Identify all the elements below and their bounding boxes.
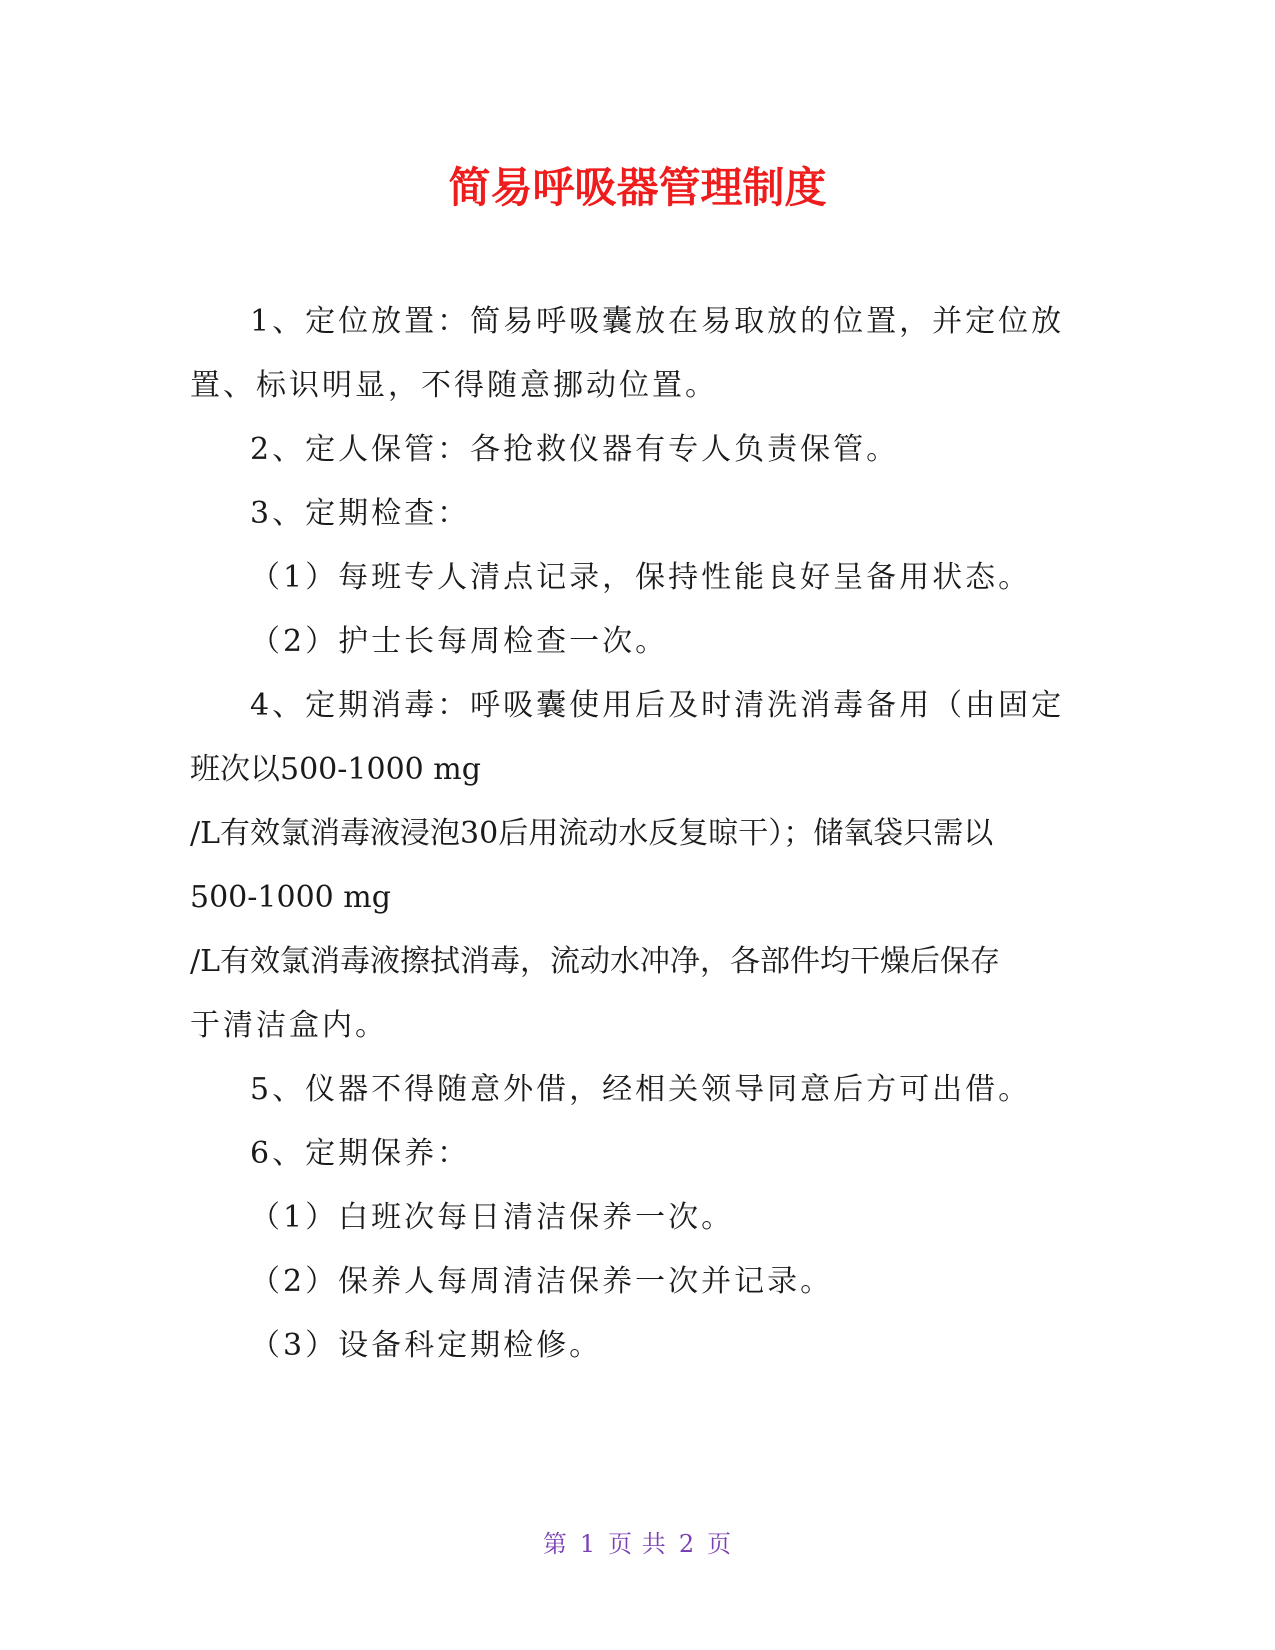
- paragraph-4-line-3: /L有效氯消毒液浸泡30后用流动水反复晾干）；储氧袋只需以: [190, 816, 994, 851]
- paragraph-4-line-1: 4、定期消毒：呼吸囊使用后及时清洗消毒备用（由固定: [250, 688, 1065, 723]
- paragraph-4-line-2: 班次以500-1000 mg: [190, 752, 481, 787]
- paragraph-5: 5、仪器不得随意外借，经相关领导同意后方可出借。: [250, 1072, 1032, 1107]
- paragraph-6: 6、定期保养：: [250, 1136, 471, 1171]
- page-footer: [0, 1528, 1275, 1560]
- footer-total-pages: 2: [678, 1530, 696, 1558]
- paragraph-1: 1、定位放置：简易呼吸囊放在易取放的位置，并定位放置、标识明显，不得随意挪动位置。: [190, 304, 1065, 403]
- paragraph-3-item-2: （2）护士长每周检查一次。: [250, 624, 669, 659]
- footer-suffix: 页: [707, 1530, 733, 1558]
- paragraph-6-item-3: （3）设备科定期检修。: [250, 1328, 603, 1363]
- paragraph-4-line-5: /L有效氯消毒液擦拭消毒，流动水冲净，各部件均干燥后保存: [190, 944, 1001, 979]
- paragraph-4-line-4: 500-1000 mg: [190, 880, 391, 915]
- paragraph-6-item-2: （2）保养人每周清洁保养一次并记录。: [250, 1264, 834, 1299]
- paragraph-3: 3、定期检查：: [250, 496, 471, 531]
- footer-prefix: 第: [542, 1530, 568, 1558]
- document-body: [190, 290, 1090, 1378]
- paragraph-4-line-6: 于清洁盒内。: [190, 1008, 388, 1043]
- paragraph-2: 2、定人保管：各抢救仪器有专人负责保管。: [250, 432, 900, 467]
- footer-middle: 页 共: [608, 1530, 667, 1558]
- document-title: 简易呼吸器管理制度: [448, 163, 827, 212]
- paragraph-3-item-1: （1）每班专人清点记录，保持性能良好呈备用状态。: [250, 560, 1032, 595]
- footer-page-number: 1: [579, 1530, 597, 1558]
- paragraph-6-item-1: （1）白班次每日清洁保养一次。: [250, 1200, 735, 1235]
